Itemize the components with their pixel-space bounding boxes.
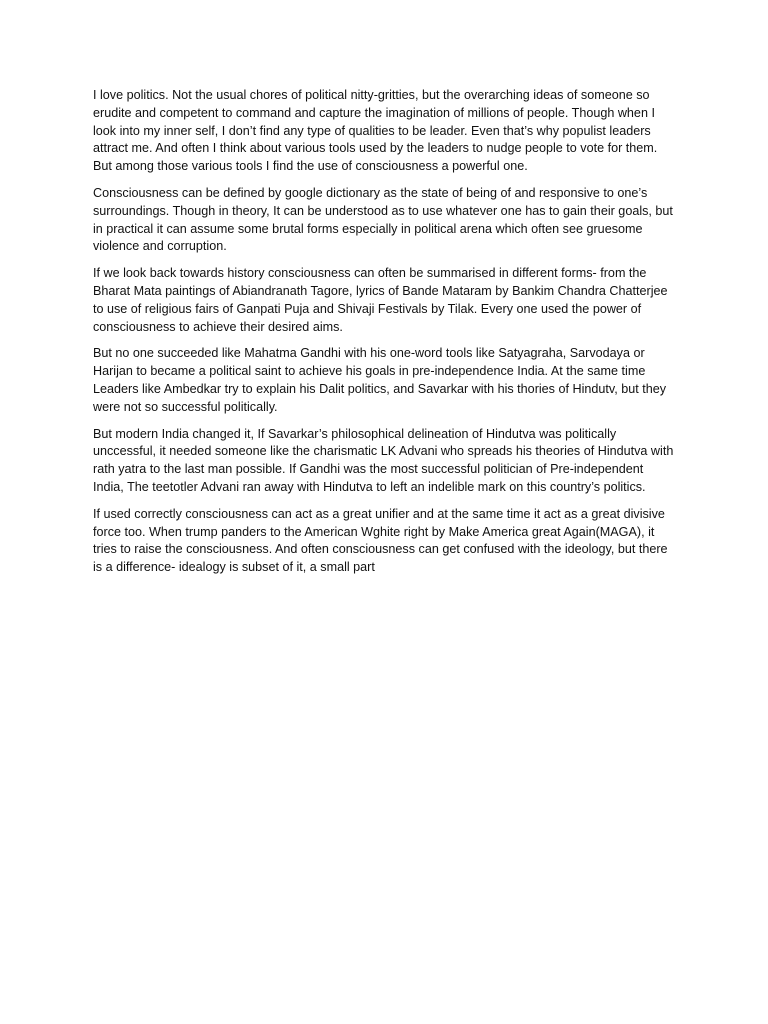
document-body [93,87,677,586]
paragraph-4: But no one succeeded like Mahatma Gandhi with his one-word tools like Satyagraha, Sarvodaya or Harijan to became a political saint to achieve his goals in pre-independence India. At the same time Leaders like Ambedkar try to explain his Dalit politics, and Savarkar with his thories of Hindutv, but they were not so successful politically. [93,346,667,414]
paragraph-2: Consciousness can be defined by google dictionary as the state of being of and responsive to one’s surroundings. Though in theory, It can be understood as to use whatever one has to gain their goals, but in practical it can assume some brutal forms especially in political arena which often see gruesome violence and corruption. [93,185,673,254]
paragraph-5: But modern India changed it, If Savarkar’s philosophical delineation of Hindutva was politically unccessful, it needed someone like the charismatic LK Advani who spreads his theories of Hindutva with rath yatra to the last man possible. If Gandhi was the most successful politician of Pre-independent India, The teetotler Advani ran away with Hindutva to left an indelible mark on this country’s politics. [93,426,674,494]
paragraph-6: If used correctly consciousness can act as a great unifier and at the same time it act as a great divisive force too. When trump panders to the American Wghite right by Make America great Again(MAGA), it tries to raise the consciousness. And often consciousness can get confused with the ideology, but there is a difference- idealogy is subset of it, a small part [93,506,668,575]
paragraph-1: I love politics. Not the usual chores of political nitty-gritties, but the overarching ideas of someone so erudite and competent to command and capture the imagination of millions of people. Though when I look into my inner self, I don’t find any type of qualities to be leader. Even that’s why populist leaders attract me. And often I think about various tools used by the leaders to nudge people to vote for them. But among those various tools I find the use of consciousness a powerful one. [93,88,658,174]
paragraph-3: If we look back towards history consciousness can often be summarised in different forms- from the Bharat Mata paintings of Abiandranath Tagore, lyrics of Bande Mataram by Bankim Chandra Chatterjee to use of religious fairs of Ganpati Puja and Shivaji Festivals by Tilak. Every one used the power of consciousness to achieve their desired aims. [93,266,668,334]
